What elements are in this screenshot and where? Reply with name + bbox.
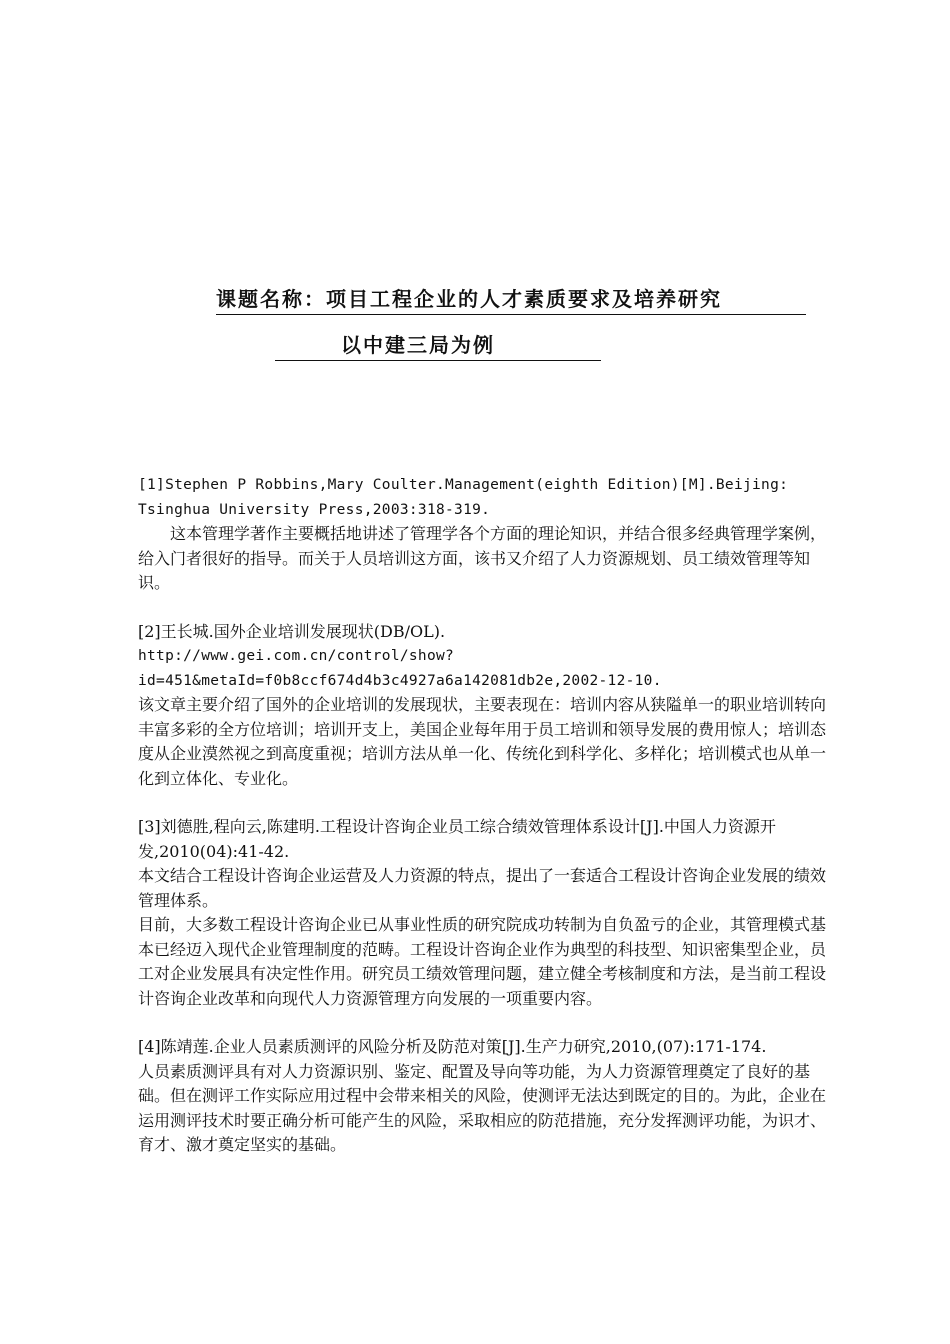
reference-list (138, 473, 838, 1182)
reference-summary: 本文结合工程设计咨询企业运营及人力资源的特点，提出了一套适合工程设计咨询企业发展的绩效管理体系。 (138, 866, 827, 910)
citation-url[interactable]: http://www.gei.com.cn/control/show? (138, 648, 455, 664)
reference-item-3 (138, 815, 838, 1011)
reference-summary: 人员素质测评具有对人力资源识别、鉴定、配置及导向等功能，为人力资源管理奠定了良好的基础。但在测评工作实际应用过程中会带来相关的风险，使测评无法达到既定的目的。为此，企业在运用测评技术时要正确分析可能产生的风险，采取相应的防范措施，充分发挥测评功能，为识才、育才、激才奠定坚实的基础。 (138, 1061, 827, 1154)
reference-item-1 (138, 473, 838, 596)
subtitle-text: 以中建三局为例 (341, 333, 495, 357)
reference-summary: 该文章主要介绍了国外的企业培训的发展现状，主要表现在：培训内容从狭隘单一的职业培训转向丰富多彩的全方位培训；培训开支上，美国企业每年用于员工培训和领导发展的费用惊人；培训态度从企业漠然视之到高度重视；培训方法从单一化、传统化到科学化、多样化；培训模式也从单一化到立体化、专业化。 (138, 695, 827, 788)
reference-item-2 (138, 620, 838, 792)
citation-continued: Tsinghua University Press,2003:318-319. (138, 501, 491, 518)
page-title: 课题名称：项目工程企业的人才素质要求及培养研究 (216, 284, 806, 315)
reference-summary-continued: 目前，大多数工程设计咨询企业已从事业性质的研究院成功转制为自负盈亏的企业，其管理模式基本已经迈入现代企业管理制度的范畴。工程设计咨询企业作为典型的科技型、知识密集型企业，员工对企业发展具有决定性作用。研究员工绩效管理问题，建立健全考核制度和方法，是当前工程设计咨询企业改革和向现代人力资源管理方向发展的一项重要内容。 (138, 915, 827, 1008)
citation: [4]陈靖莲.企业人员素质测评的风险分析及防范对策[J].生产力研究,2010,(07):171-174. (138, 1037, 767, 1056)
page-subtitle (275, 330, 601, 361)
reference-summary: 这本管理学著作主要概括地讲述了管理学各个方面的理论知识，并结合很多经典管理学案例，给入门者很好的指导。而关于人员培训这方面，该书又介绍了人力资源规划、员工绩效管理等知识。 (138, 524, 827, 592)
reference-item-4 (138, 1035, 838, 1158)
citation: [1]Stephen P Robbins,Mary Coulter.Management(eighth Edition)[M].Beijing: (138, 477, 789, 493)
citation: [2]王长城.国外企业培训发展现状(DB/OL). (138, 621, 446, 641)
citation: [3]刘德胜,程向云,陈建明.工程设计咨询企业员工综合绩效管理体系设计[J].中国人力资源开发,2010(04):41-42. (138, 817, 776, 861)
citation-url-continued[interactable]: id=451&metaId=f0b8ccf674d4b3c4927a6a142081db2e,2002-12-10. (138, 672, 662, 689)
